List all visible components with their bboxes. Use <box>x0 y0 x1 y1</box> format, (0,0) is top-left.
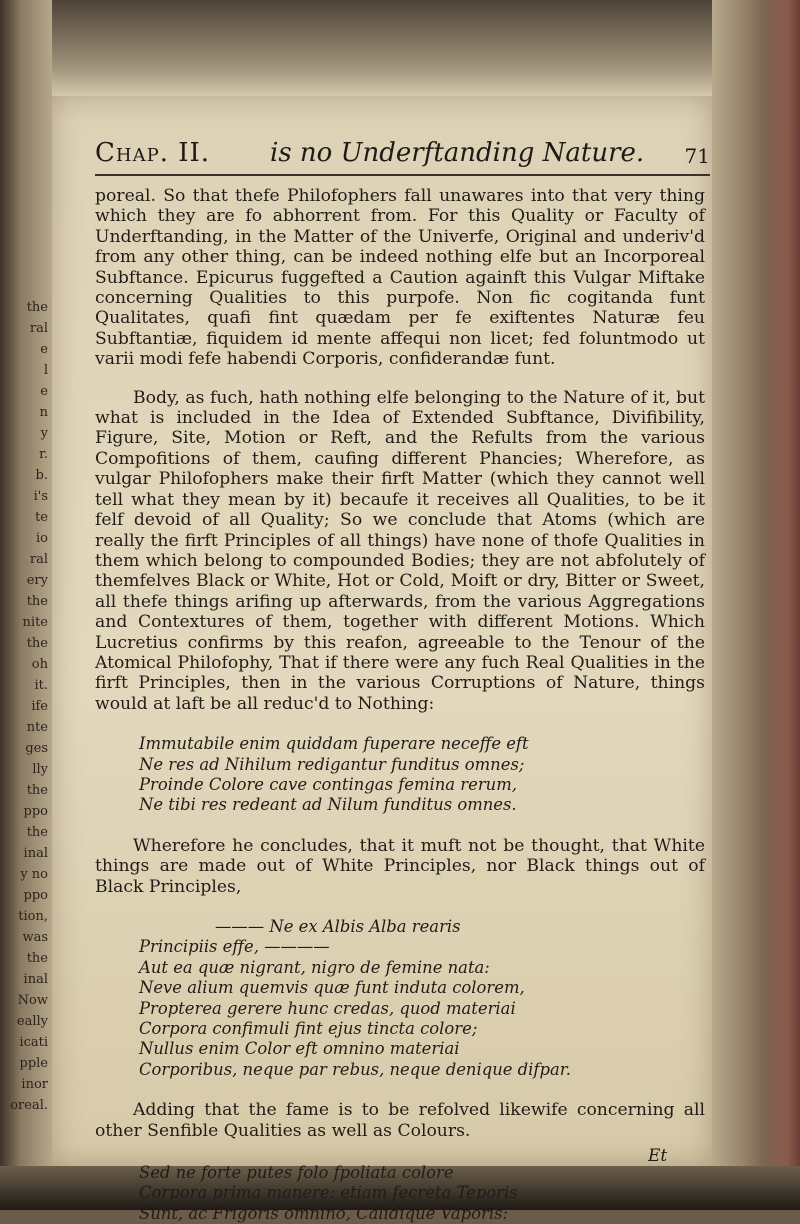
body-text <box>95 186 705 1224</box>
running-title: is no Underftanding Nature. <box>270 138 645 168</box>
left-page-fragment: ges <box>25 741 48 756</box>
book-fore-edge <box>712 0 800 1210</box>
page-number: 71 <box>684 144 710 168</box>
left-page-fragment: te <box>35 510 48 525</box>
left-page-fragment: inor <box>21 1077 48 1092</box>
quote-line: Ne res ad Nihilum redigantur funditus omnes; <box>139 754 525 774</box>
quote-line: Propterea gerere hunc credas, quod materiai <box>139 998 516 1018</box>
left-page-fragment: the <box>26 951 48 966</box>
paragraph-3: Wherefore he concludes, that it muft not be thought, that White things are made out of White Principles, nor Black things out of Black Principles, <box>95 835 705 897</box>
left-page-fragment: y <box>40 426 48 441</box>
left-page-fragment: io <box>36 531 48 546</box>
left-page-fragment: ppo <box>23 888 48 903</box>
left-page-fragment: nite <box>22 615 48 630</box>
left-page-fragment: the <box>26 783 48 798</box>
left-page-fragment: nte <box>26 720 48 735</box>
left-page-fragment: Now <box>17 993 48 1008</box>
left-page-fragment: ral <box>29 552 48 567</box>
left-page-fragment: ppo <box>23 804 48 819</box>
quote-line: Nullus enim Color eft omnino materiai <box>139 1039 460 1059</box>
paragraph-4: Adding that the fame is to be refolved likewife concerning all other Senfible Qualities as well as Colours. <box>95 1100 705 1141</box>
quote-line: Sunt, ac Frigoris omnino, Calidique Vaporis: <box>139 1203 509 1223</box>
left-page-fragment: ral <box>29 321 48 336</box>
header-rule <box>95 174 710 176</box>
left-page-fragment: e <box>40 342 48 357</box>
left-page-fragment: the <box>26 825 48 840</box>
quote-line: Sed ne forte putes folo fpoliata colore <box>139 1163 454 1183</box>
quote-line: Corpora prima manere: etiam fecreta Teporis <box>139 1183 518 1203</box>
paragraph-1: poreal. So that thefe Philofophers fall unawares into that very thing which they are fo abhorrent from. For this Quality or Faculty of Underftanding, in the Matter of the Univerfe, Original and underiv'd from any other thing, can be indeed nothing elfe but an Incorporeal Subftance. Epicurus fuggefted a Caution againft this Vulgar Miftake concerning Qualities to this purpofe. Non fic cogitanda funt Qualitates, quafi fint quædam per fe exiftentes Naturæ feu Subftantiæ, fiquidem id mente affequi non licet; fed foluntmodo ut varii modi fefe habendi Corporis, confiderandæ funt. <box>95 186 705 370</box>
quote-line: Proinde Colore cave contingas femina rerum, <box>139 774 517 794</box>
left-page-fragment: the <box>26 300 48 315</box>
left-page-fragment: l <box>43 363 48 378</box>
left-page-fragment: tion, <box>18 909 48 924</box>
left-page-fragment: ife <box>31 699 48 714</box>
left-page-fragment: inal <box>23 972 48 987</box>
left-page-fragment: eally <box>16 1014 48 1029</box>
left-page-fragment: ery <box>26 573 48 588</box>
left-page-fragment: pple <box>19 1056 48 1071</box>
latin-quote-2 <box>95 917 705 1080</box>
left-page-fragment: n <box>39 405 48 420</box>
paragraph-2: Body, as fuch, hath nothing elfe belonging to the Nature of it, but what is included in the Idea of Extended Subftance, Divifibility, Figure, Site, Motion or Reft, and the Refults from the various Compofitions of them, caufing different Phancies; Wherefore, as vulgar Philofophers make their firft Matter (which they cannot well tell what they mean by it) becaufe it receives all Qualities, to be it felf devoid of all Quality; So we conclude that Atoms (which are really the firft Principles of all things) have none of thofe Qualities in them which belong to compounded Bodies; they are not abfolutely of themfelves Black or White, Hot or Cold, Moift or dry, Bitter or Sweet, all thefe things arifing up afterwards, from the various Aggregations and Contextures of them, together with different Motions. Which Lucretius confirms by this reafon, agreeable to the Tenour of the Atomical Philofophy, That if there were any fuch Real Qualities in the firft Principles, then in the various Corruptions of Nature, things would at laft be all reduc'd to Nothing: <box>95 387 705 714</box>
left-page-fragment: e <box>40 384 48 399</box>
left-page-fragment: the <box>26 594 48 609</box>
quote-line: Neve alium quemvis quæ funt induta colorem, <box>139 978 525 998</box>
quote-line: Ne tibi res redeant ad Nilum funditus omnes. <box>139 795 517 815</box>
chapter-heading: Chap. II. <box>95 138 211 168</box>
left-page-fragment: was <box>22 930 48 945</box>
page-top-shadow <box>52 0 712 96</box>
page-header <box>95 138 710 178</box>
left-page-fragment: oreal. <box>10 1098 48 1113</box>
left-page-fragment: the <box>26 636 48 651</box>
latin-quote-3 <box>95 1163 705 1224</box>
left-page-fragment: i's <box>33 489 48 504</box>
catchword: Et <box>648 1146 668 1166</box>
left-page-fragment: y no <box>20 867 48 882</box>
quote-line: Corpora confimuli fint ejus tincta colore; <box>139 1019 478 1039</box>
quote-line: Principiis effe, ———— <box>139 937 330 957</box>
left-page-fragment: inal <box>23 846 48 861</box>
left-page-fragment: lly <box>32 762 48 777</box>
left-page-fragment: b. <box>35 468 48 483</box>
left-page-fragment: icati <box>19 1035 48 1050</box>
quote-line: Immutabile enim quiddam fuperare neceffe eft <box>139 734 529 754</box>
latin-quote-1 <box>95 734 705 816</box>
quote-line: ——— Ne ex Albis Alba rearis <box>215 917 461 936</box>
quote-line: Aut ea quæ nigrant, nigro de femine nata: <box>139 957 490 977</box>
quote-line: Corporibus, neque par rebus, neque denique difpar. <box>139 1059 571 1079</box>
left-page-fragment: it. <box>34 678 48 693</box>
left-facing-page-edge <box>0 0 52 1210</box>
left-page-fragment: r. <box>39 447 48 462</box>
left-page-fragment: oh <box>31 657 48 672</box>
